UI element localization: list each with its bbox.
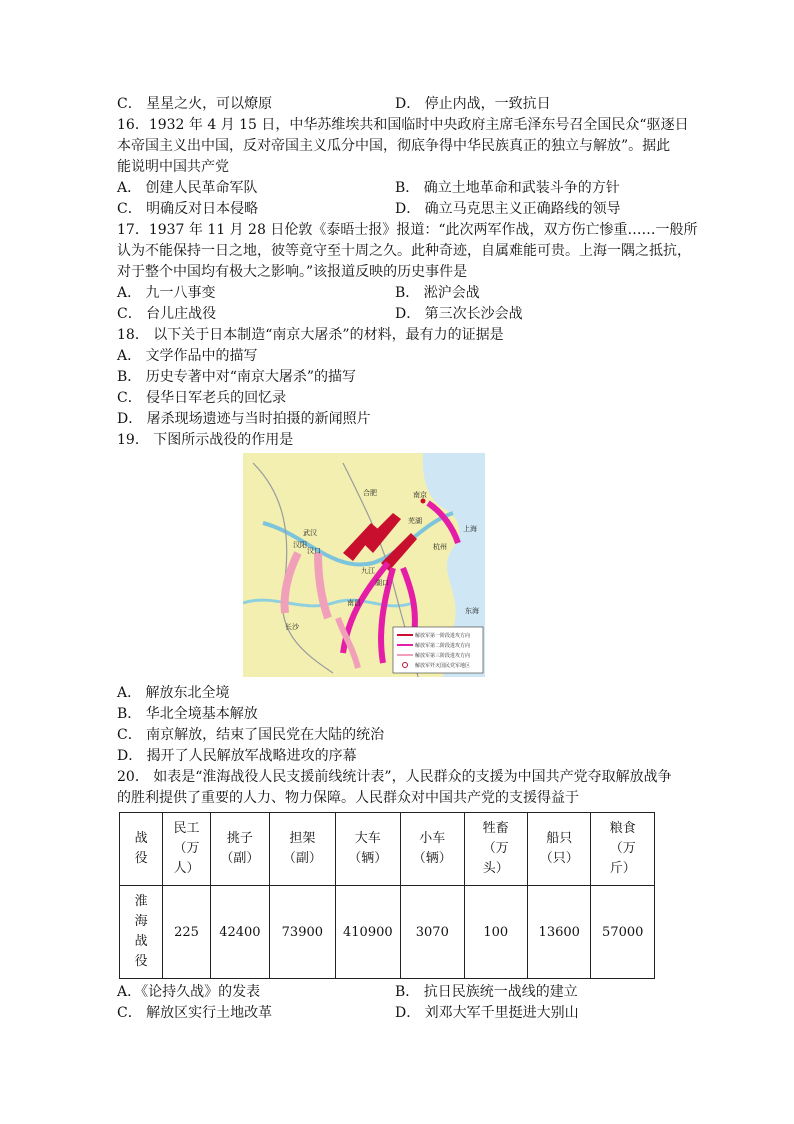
q16-stem: [117, 115, 689, 178]
label-nanjing: 南京: [413, 491, 427, 499]
q20-option-a[interactable]: A．《论持久战》的发表: [117, 984, 261, 1000]
q20-option-c[interactable]: C． 解放区实行土地改革: [117, 1005, 273, 1021]
q17-option-d[interactable]: D． 第三次长沙会战: [395, 306, 523, 322]
q19-stem: 19． 下图所示战役的作用是: [117, 432, 294, 448]
table-header-cell: 民工（万人）: [163, 813, 210, 886]
table-header-cell: 担架（副）: [270, 813, 335, 886]
battle-map: [243, 453, 485, 677]
q15-option-d[interactable]: D． 停止内战，一致抗日: [395, 96, 551, 112]
label-wuhu: 芜湖: [408, 517, 422, 525]
table-cell: 13600: [528, 886, 591, 979]
table-cell: 淮海战役: [120, 886, 163, 979]
q16-option-c[interactable]: C． 明确反对日本侵略: [117, 201, 259, 217]
q16-stem-line: 16．1932 年 4 月 15 日，中华苏维埃共和国临时中央政府主席毛泽东号召全国民众“驱逐日: [117, 117, 689, 133]
q20-stem-line: 20． 如表是“淮海战役人民支援前线统计表”，人民群众的支援为中国共产党夺取解放战争: [117, 769, 672, 785]
q17-option-c[interactable]: C． 台儿庄战役: [117, 306, 217, 322]
q17-stem-line: 认为不能保持一日之地，彼等竟守至十周之久。此种奇迹，自属难能可贵。上海一隅之抵抗，: [117, 243, 691, 259]
table-cell: 42400: [210, 886, 269, 979]
table-cell: 57000: [591, 886, 655, 979]
q19-option-d[interactable]: D． 揭开了人民解放军战略进攻的序幕: [117, 748, 357, 764]
label-wuhan: 武汉: [303, 529, 317, 537]
q20-option-d[interactable]: D． 刘邓大军千里挺进大别山: [395, 1005, 579, 1021]
q20-stem-line: 的胜利提供了重要的人力、物力保障。人民群众对中国共产党的支援得益于: [117, 790, 579, 806]
q19-option-c[interactable]: C． 南京解放，结束了国民党在大陆的统治: [117, 727, 385, 743]
q16-option-a[interactable]: A． 创建人民革命军队: [117, 180, 258, 196]
label-changsha: 长沙: [285, 623, 299, 631]
label-hanyang: 汉阳: [293, 541, 307, 549]
support-statistics-table: [119, 812, 655, 979]
label-shanghai: 上海: [463, 525, 477, 533]
table-cell: 73900: [270, 886, 335, 979]
label-jiujiang: 九江: [361, 567, 375, 575]
q16-options-ab: [117, 178, 677, 199]
label-hukou: 湖口: [375, 579, 389, 587]
table-cell: 410900: [335, 886, 400, 979]
q16-option-b[interactable]: B． 确立土地革命和武装斗争的方针: [395, 180, 620, 196]
label-hefei: 合肥: [363, 489, 377, 497]
table-cell: 100: [464, 886, 527, 979]
q16-options-cd: [117, 199, 677, 220]
table-header-cell: 粮食（万斤）: [591, 813, 655, 886]
table-header-cell: 大车（辆）: [335, 813, 400, 886]
legend-item-1: 解放军第一阶段进攻方向: [415, 633, 471, 639]
q20-options-cd: [117, 1003, 677, 1024]
q15-options-cd: [117, 94, 677, 115]
q17-stem-line: 17．1937 年 11 月 28 日伦敦《泰晤士报》报道：“此次两军作战，双方伤亡惨重……一般所: [117, 222, 698, 238]
q18-option-b[interactable]: B． 历史专著中对“南京大屠杀”的描写: [117, 369, 357, 385]
q16-stem-line: 能说明中国共产党: [117, 159, 229, 175]
q17-stem: [117, 220, 698, 283]
exam-page: [117, 94, 698, 1024]
legend-item-3: 解放军第三阶段进攻方向: [415, 653, 471, 659]
q15-option-c[interactable]: C． 星星之火，可以燎原: [117, 96, 273, 112]
q20-option-b[interactable]: B． 抗日民族统一战线的建立: [395, 984, 578, 1000]
label-hankou: 汉口: [307, 547, 321, 555]
table-header-cell: 挑子（副）: [210, 813, 269, 886]
table-cell: 225: [163, 886, 210, 979]
legend-item-2: 解放军第二阶段进攻方向: [415, 643, 471, 649]
q18-option-d[interactable]: D． 屠杀现场遗迹与当时拍摄的新闻照片: [117, 411, 371, 427]
q17-stem-line: 对于整个中国均有极大之影响。”该报道反映的历史事件是: [117, 264, 468, 280]
label-hangzhou: 杭州: [433, 543, 447, 551]
table-cell: 3070: [401, 886, 464, 979]
q16-stem-line: 本帝国主义出中国，反对帝国主义瓜分中国，彻底争得中华民族真正的独立与解放”。据此: [117, 138, 671, 154]
q19-option-b[interactable]: B． 华北全境基本解放: [117, 706, 258, 722]
q20-options-ab: [117, 982, 677, 1003]
q16-option-d[interactable]: D． 确立马克思主义正确路线的领导: [395, 201, 621, 217]
q17-option-b[interactable]: B． 淞沪会战: [395, 285, 480, 301]
q18-option-a[interactable]: A． 文学作品中的描写: [117, 348, 258, 364]
q20-stem: [117, 767, 677, 809]
table-header-cell: 小车（辆）: [401, 813, 464, 886]
table-header-row: [120, 813, 655, 886]
label-sea: 东海: [465, 607, 479, 615]
nanjing-marker: [421, 499, 426, 504]
legend-item-4: 解放军歼灭国民党军地区: [415, 663, 471, 669]
battle-map-figure: [243, 453, 485, 677]
q17-options-cd: [117, 304, 677, 325]
table-header-cell: 牲畜（万头）: [464, 813, 527, 886]
table-row: [120, 886, 655, 979]
q18-stem: 18． 以下关于日本制造“南京大屠杀”的材料，最有力的证据是: [117, 327, 504, 343]
q19-option-a[interactable]: A． 解放东北全境: [117, 685, 230, 701]
label-nanchang: 南昌: [347, 599, 361, 607]
q17-option-a[interactable]: A． 九一八事变: [117, 285, 216, 301]
table-header-cell: 船只（只）: [528, 813, 591, 886]
q18-option-c[interactable]: C． 侵华日军老兵的回忆录: [117, 390, 287, 406]
map-legend: [393, 627, 483, 673]
q17-options-ab: [117, 283, 677, 304]
table-header-cell: 战役: [120, 813, 163, 886]
